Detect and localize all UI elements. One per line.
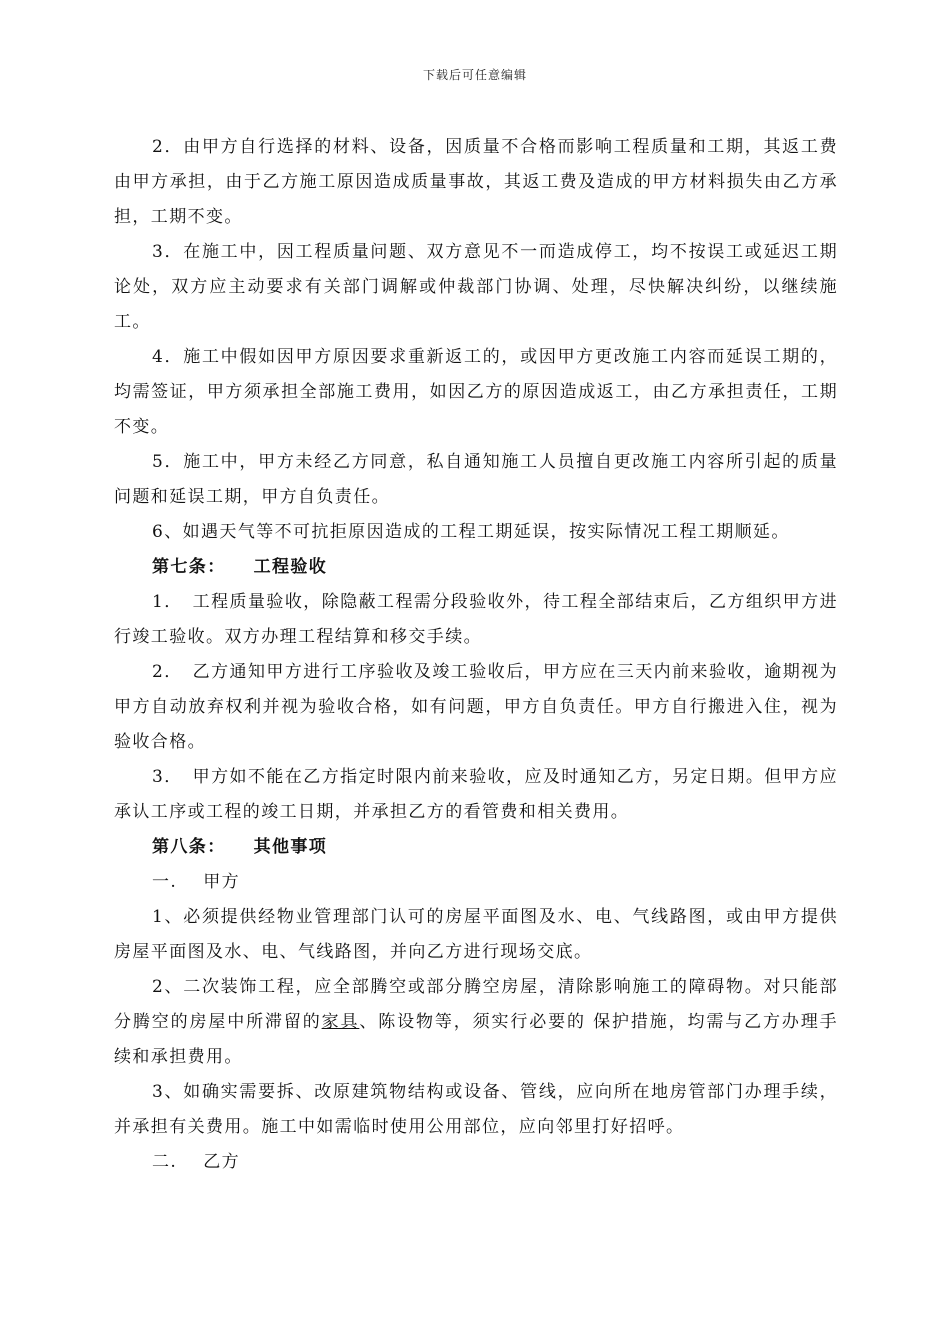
party-a-item-2-text-b: 、陈设物等，须实行必要的 保护措施，均需与乙方办理手续和承担费用。	[114, 1012, 838, 1067]
party-a-item-2-text-a: 2、二次装饰工程，应全部腾空或部分腾空房屋，清除影响施工的障碍物。对只能部分腾空的房屋中所滞留的	[114, 977, 838, 1032]
article-7-item-1: 1． 工程质量验收，除隐蔽工程需分段验收外，待工程全部结束后，乙方组织甲方进行竣工验收。双方办理工程结算和移交手续。	[114, 592, 838, 647]
party-a-number: 一.	[152, 872, 178, 892]
furniture-underlined-word: 家具	[321, 1012, 360, 1032]
article-7-item-2: 2． 乙方通知甲方进行工序验收及竣工验收后，甲方应在三天内前来验收，逾期视为甲方自动放弃权利并视为验收合格，如有问题，甲方自负责任。甲方自行搬进入住，视为验收合格。	[114, 662, 838, 752]
party-a-item-2	[114, 970, 838, 1075]
party-a-label: 甲方	[203, 872, 241, 892]
party-a-item-1: 1、必须提供经物业管理部门认可的房屋平面图及水、电、气线路图，或由甲方提供房屋平面图及水、电、气线路图，并向乙方进行现场交底。	[114, 907, 838, 962]
clause-4: 4．施工中假如因甲方原因要求重新返工的，或因甲方更改施工内容而延误工期的，均需签证，甲方须承担全部施工费用，如因乙方的原因造成返工，由乙方承担责任，工期不变。	[114, 347, 838, 437]
clause-5: 5．施工中，甲方未经乙方同意，私自通知施工人员擅自更改施工内容所引起的质量问题和延误工期，甲方自负责任。	[114, 452, 838, 507]
article-7-item-3: 3． 甲方如不能在乙方指定时限内前来验收，应及时通知乙方，另定日期。但甲方应承认工序或工程的竣工日期，并承担乙方的看管费和相关费用。	[114, 767, 838, 822]
article-7-title: 工程验收	[253, 557, 328, 577]
document-body	[114, 130, 838, 1180]
article-8-title: 其他事项	[253, 837, 328, 857]
party-a-item-3: 3、如确实需要拆、改原建筑物结构或设备、管线，应向所在地房管部门办理手续，并承担有关费用。施工中如需临时使用公用部位，应向邻里打好招呼。	[114, 1082, 838, 1137]
party-b-heading	[114, 1145, 838, 1180]
article-7-heading	[114, 550, 838, 585]
party-b-number: 二.	[152, 1152, 178, 1172]
page-header: 下载后可任意编辑	[422, 68, 527, 82]
party-b-label: 乙方	[203, 1152, 241, 1172]
article-7-number: 第七条：	[152, 557, 226, 577]
article-8-heading	[114, 830, 838, 865]
article-8-number: 第八条：	[152, 837, 226, 857]
clause-6: 6、如遇天气等不可抗拒原因造成的工程工期延误，按实际情况工程工期顺延。	[152, 522, 790, 542]
clause-3: 3．在施工中，因工程质量问题、双方意见不一而造成停工，均不按误工或延迟工期论处，双方应主动要求有关部门调解或仲裁部门协调、处理，尽快解决纠纷，以继续施工。	[114, 242, 838, 332]
party-a-heading	[114, 865, 838, 900]
clause-2: 2．由甲方自行选择的材料、设备，因质量不合格而影响工程质量和工期，其返工费由甲方承担，由于乙方施工原因造成质量事故，其返工费及造成的甲方材料损失由乙方承担，工期不变。	[114, 137, 838, 227]
